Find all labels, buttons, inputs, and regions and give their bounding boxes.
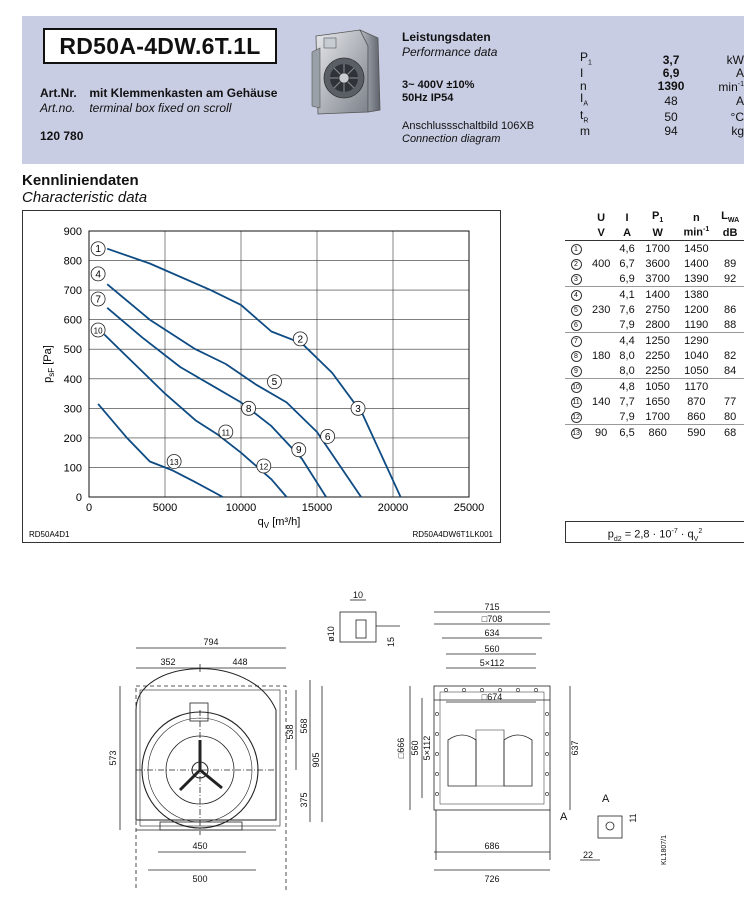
table-cell: 2250 — [645, 364, 670, 377]
table-row — [565, 256, 744, 271]
table-cell: 1650 — [645, 395, 670, 408]
table-cell: 860 — [639, 425, 677, 441]
table-unit: dB — [716, 225, 744, 241]
table-cell: 2800 — [645, 318, 670, 331]
table-cell: 140 — [591, 395, 611, 408]
supply-line-2: 50Hz IP54 — [402, 92, 454, 104]
dim-666: □666 — [396, 737, 406, 759]
param-row — [580, 93, 744, 109]
table-cell — [587, 409, 615, 425]
table-cell: 84 — [723, 364, 737, 377]
table-cell — [716, 287, 744, 303]
curve-number: 6 — [571, 320, 582, 331]
table-cell: 6,5 — [615, 425, 639, 441]
dim-568: 568 — [299, 718, 309, 734]
curve-label-12: 12 — [259, 462, 269, 472]
table-cell: 1380 — [677, 287, 717, 303]
side-view-frame — [434, 686, 550, 810]
param-symbol: $P_1$ — [580, 50, 592, 67]
curve-number: 4 — [571, 290, 582, 301]
table-cell — [587, 363, 615, 379]
table-row — [565, 317, 744, 333]
y-tick-label: 500 — [63, 344, 82, 357]
table-cell: 3700 — [645, 272, 670, 285]
dim-560: 560 — [484, 644, 500, 654]
dim-11: 11 — [628, 813, 638, 823]
param-symbol: $I_A$ — [580, 91, 589, 108]
formula-tail: · q — [677, 528, 694, 541]
curve-number: 3 — [571, 274, 582, 285]
table-unit: V — [587, 225, 615, 241]
curve-7 — [107, 308, 326, 497]
curve-number: 9 — [571, 366, 582, 377]
table-cell: 7,7 — [619, 395, 635, 408]
header-panel — [22, 16, 744, 164]
x-tick-label: 5000 — [152, 502, 178, 514]
table-cell: 400 — [591, 257, 611, 270]
art-desc-de: mit Klemmenkasten am Gehäuse — [89, 86, 278, 100]
table-cell — [716, 379, 744, 395]
dim-450: 450 — [192, 841, 208, 851]
drawing-code: KL1807/1 — [661, 835, 668, 865]
table-cell: 1700 — [645, 410, 670, 423]
chart-footer-right: RD50A4DW6T1LK001 — [412, 530, 493, 539]
connection-diagram — [402, 120, 534, 146]
dim-5x112: 5×112 — [479, 658, 505, 668]
table-cell: 1400 — [639, 287, 677, 303]
table-row — [565, 302, 744, 317]
performance-title — [402, 30, 497, 60]
table-cell: 7,9 — [619, 410, 635, 423]
table-cell: 4,8 — [615, 379, 639, 395]
y-tick-label: 400 — [63, 373, 82, 386]
dim-22: 22 — [582, 850, 594, 860]
table-cell — [587, 379, 615, 395]
dim-637: 637 — [570, 740, 580, 756]
param-row — [580, 68, 744, 79]
front-view-outline — [136, 686, 286, 890]
table-row — [565, 379, 744, 395]
formula-tail-sup: 2 — [698, 528, 703, 535]
supply-line-1: 3~ 400V ±10% — [402, 79, 475, 91]
dim-5x112v: 5×112 — [422, 735, 432, 761]
table-row — [565, 363, 744, 379]
param-unit: kg — [731, 124, 744, 139]
curve-label-4: 4 — [95, 269, 101, 281]
y-tick-label: 600 — [63, 314, 82, 327]
table-cell: 4,1 — [615, 287, 639, 303]
param-row — [580, 110, 744, 126]
curve-1 — [107, 249, 400, 497]
dim-634: 634 — [484, 628, 500, 638]
formula-exp: -7 — [671, 528, 678, 535]
y-tick-label: 0 — [75, 492, 82, 504]
table-cell: 1190 — [684, 318, 709, 331]
curve-4 — [107, 284, 361, 497]
table-cell: 1290 — [677, 333, 717, 349]
dim-a-detail: A — [602, 793, 610, 805]
chart-footer-left: RD50A4D1 — [29, 530, 70, 539]
table-cell: 1050 — [639, 379, 677, 395]
y-tick-label: 900 — [63, 226, 82, 238]
article-description — [40, 86, 277, 116]
param-value: 94 — [664, 124, 678, 139]
table-cell: 1390 — [684, 272, 709, 285]
param-symbol: n — [580, 78, 587, 93]
x-tick-label: 15000 — [301, 502, 333, 514]
table-header: U — [597, 211, 606, 224]
x-tick-label: 25000 — [453, 502, 485, 514]
param-value: 3,7 — [662, 52, 680, 67]
table-row — [565, 348, 744, 363]
table-row — [565, 241, 744, 257]
table-cell: 68 — [716, 425, 744, 441]
scroll-housing — [136, 669, 276, 820]
table-cell: 1450 — [677, 241, 717, 257]
table-cell: 6,7 — [619, 257, 635, 270]
dim-674: □674 — [481, 692, 503, 702]
table-unit: $\min^{-1}$ — [677, 225, 717, 241]
table-cell: 590 — [677, 425, 717, 441]
table-cell: 86 — [723, 303, 737, 316]
curve-number: 8 — [571, 351, 582, 362]
table-cell — [716, 333, 744, 349]
table-cell: 90 — [587, 425, 615, 441]
curve-label-8: 8 — [245, 403, 252, 415]
dim-352: 352 — [160, 657, 176, 667]
perf-title-de: Leistungsdaten — [402, 30, 491, 44]
table-row — [565, 394, 744, 409]
parameter-table — [580, 52, 744, 137]
article-number: 120 780 — [40, 129, 84, 143]
param-symbol: I — [580, 66, 584, 81]
curve-label-6: 6 — [324, 431, 331, 443]
table-cell — [587, 333, 615, 349]
curve-label-13: 13 — [169, 458, 179, 468]
curve-label-7: 7 — [95, 294, 101, 306]
table-cell: 8,0 — [619, 364, 635, 377]
param-row — [580, 79, 744, 93]
x-axis-label: $q_V$ [m³/h] — [257, 516, 301, 530]
curve-13 — [98, 404, 223, 497]
curve-number: 10 — [572, 384, 580, 391]
dim-10: 10 — [352, 590, 364, 600]
table-cell: 6,9 — [619, 272, 635, 285]
table-cell: 1050 — [684, 364, 709, 377]
table-header: $P_1$ — [652, 210, 664, 225]
table-cell: 180 — [591, 349, 611, 362]
characteristic-chart — [22, 210, 501, 543]
table-header: $L_{WA}$ — [721, 210, 740, 225]
table-cell: 92 — [723, 272, 737, 285]
formula-p-sub: d2 — [613, 535, 622, 543]
table-header: I — [625, 211, 629, 224]
dim-500: 500 — [192, 874, 208, 884]
table-row — [565, 409, 744, 425]
table-cell — [716, 241, 744, 257]
table-row — [565, 271, 744, 287]
chart-svg — [23, 211, 500, 542]
param-unit: kW — [726, 52, 744, 67]
param-unit: A — [735, 66, 744, 81]
table-cell: 77 — [723, 395, 737, 408]
param-row — [580, 126, 744, 137]
dim-538: 538 — [285, 724, 295, 740]
param-symbol: m — [580, 124, 590, 139]
param-value: 50 — [664, 110, 678, 125]
y-tick-label: 300 — [63, 403, 82, 416]
curve-number: 7 — [571, 336, 582, 347]
dim-560v: 560 — [410, 740, 420, 756]
formula-p: p — [607, 528, 614, 541]
curve-label-10: 10 — [93, 326, 103, 336]
dim-375: 375 — [299, 792, 309, 808]
section-title-en: Characteristic data — [22, 189, 148, 206]
table-cell: 4,6 — [615, 241, 639, 257]
y-tick-label: 700 — [63, 285, 82, 298]
curve-label-11: 11 — [221, 428, 230, 438]
table-cell: 860 — [687, 410, 706, 423]
table-unit: A — [615, 225, 639, 241]
table-cell: 1170 — [677, 379, 717, 395]
curve-label-3: 3 — [355, 403, 361, 415]
table-cell — [587, 317, 615, 333]
supply-spec — [402, 79, 474, 105]
table-cell: 1200 — [684, 303, 709, 316]
table-cell: 1400 — [684, 257, 709, 270]
dim-phi10: ø10 — [326, 626, 336, 642]
fan-product-image — [308, 26, 386, 118]
curve-number: 12 — [572, 414, 580, 421]
dim-448: 448 — [232, 657, 248, 667]
dim-15: 15 — [386, 636, 396, 648]
table-cell: 8,0 — [619, 349, 635, 362]
curve-number: 5 — [571, 305, 582, 316]
section-title-de: Kennliniendaten — [22, 172, 139, 189]
table-cell: 230 — [591, 303, 611, 316]
x-tick-label: 20000 — [377, 502, 409, 514]
dimension-drawing — [100, 590, 700, 890]
table-cell — [587, 241, 615, 257]
table-cell — [587, 287, 615, 303]
curve-label-2: 2 — [297, 334, 304, 346]
conn-de: Anschlussschaltbild 106XB — [402, 120, 535, 132]
table-cell: 3600 — [645, 257, 670, 270]
dim-794: 794 — [203, 637, 219, 647]
table-unit: W — [639, 225, 677, 241]
dim-a-marker: A — [560, 811, 568, 823]
table-header: n — [693, 211, 700, 224]
curve-number: 13 — [572, 430, 580, 437]
dim-715: 715 — [484, 602, 500, 612]
art-label-de: Art.Nr. — [40, 86, 77, 100]
art-desc-en: terminal box fixed on scroll — [89, 101, 232, 115]
table-cell: 2250 — [645, 349, 670, 362]
param-symbol: $t_R$ — [580, 107, 589, 125]
dim-686: 686 — [484, 841, 500, 851]
table-cell: 1700 — [639, 241, 677, 257]
dim-573: 573 — [108, 750, 118, 766]
table-cell: 80 — [723, 410, 737, 423]
table-cell: 7,6 — [619, 303, 635, 316]
table-cell: 89 — [723, 257, 737, 270]
param-value: 6,9 — [662, 66, 680, 81]
param-value: 48 — [664, 94, 678, 109]
conn-en: Connection diagram — [402, 133, 501, 145]
table-row — [565, 287, 744, 303]
curve-label-5: 5 — [271, 377, 278, 389]
table-row — [565, 333, 744, 349]
model-title: RD50A-4DW.6T.1L — [43, 28, 277, 64]
param-unit: °C — [730, 110, 744, 125]
dim-726: 726 — [484, 874, 500, 884]
y-axis-label: $p_{sF}$ [Pa] — [42, 345, 56, 383]
param-value: 1390 — [657, 78, 685, 93]
x-tick-label: 10000 — [225, 502, 257, 514]
curve-number: 1 — [571, 244, 582, 255]
art-label-en: Art.no. — [40, 101, 76, 115]
curve-label-9: 9 — [295, 445, 302, 457]
table-cell: 1250 — [639, 333, 677, 349]
table-cell: 870 — [687, 395, 706, 408]
dim-708: □708 — [481, 614, 503, 624]
curve-number: 2 — [571, 259, 582, 270]
table-cell: 88 — [723, 318, 737, 331]
table-cell: 2750 — [645, 303, 670, 316]
operating-data-table — [565, 210, 744, 440]
table-cell: 4,4 — [615, 333, 639, 349]
curve-label-1: 1 — [95, 244, 101, 256]
table-cell: 7,9 — [619, 318, 635, 331]
param-unit: $\min^{-1}$ — [718, 80, 744, 95]
perf-title-en: Performance data — [402, 45, 498, 59]
curve-number: 11 — [572, 399, 580, 406]
table-cell: 1040 — [684, 349, 709, 362]
y-tick-label: 800 — [63, 255, 82, 268]
section-title — [22, 172, 147, 206]
pressure-formula — [565, 521, 744, 543]
x-tick-label: 0 — [85, 502, 93, 514]
param-row — [580, 52, 744, 68]
y-tick-label: 200 — [63, 432, 82, 445]
param-unit: A — [735, 94, 744, 109]
table-cell: 82 — [723, 349, 737, 362]
formula-tail-sub: V — [693, 535, 699, 543]
y-tick-label: 100 — [63, 462, 82, 475]
table-row — [565, 425, 744, 441]
formula-rest: = 2,8 · 10 — [621, 528, 672, 541]
dim-905: 905 — [311, 752, 321, 768]
table-cell — [587, 271, 615, 287]
